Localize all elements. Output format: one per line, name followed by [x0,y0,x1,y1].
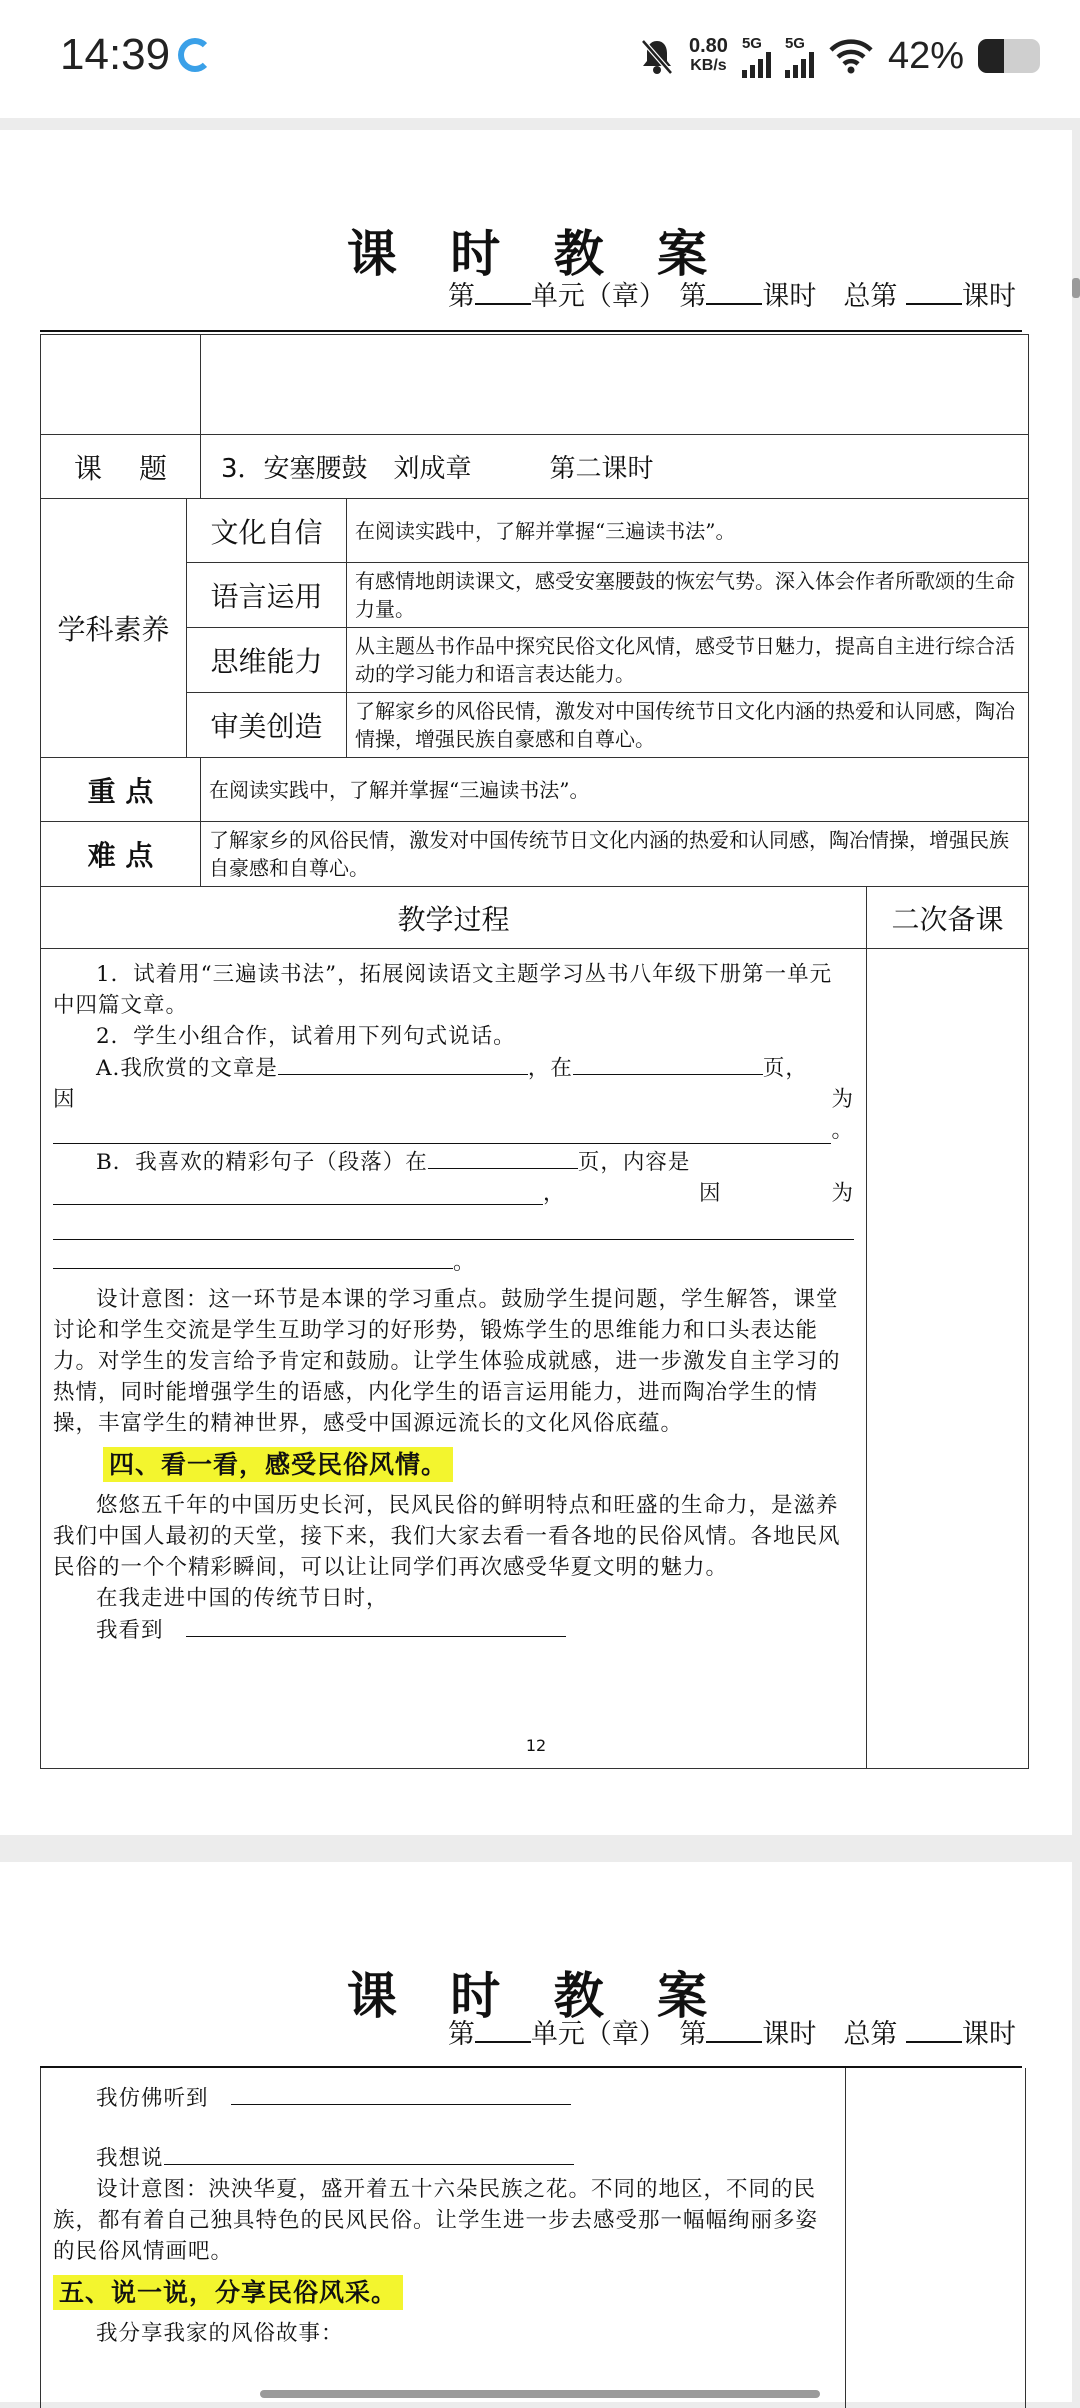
text: 。 [831,1118,854,1143]
sub-text: 总第 [843,2019,898,2050]
sub-text: 课时 [962,2019,1016,2050]
signal-sim2 [785,35,814,78]
line [53,1240,854,1278]
key-point-label: 重 点 [41,758,201,822]
lesson-counter-line [448,2012,1016,2051]
sentence-b [53,1146,854,1178]
total-blank[interactable] [906,279,962,305]
text: 我看到 [96,1618,164,1643]
text: 因 [53,1087,76,1112]
competency-text: 在阅读实践中，了解并掌握“三遍读书法”。 [347,499,1029,563]
gesture-nav-bar[interactable] [260,2390,820,2398]
competency-row [41,628,1029,693]
sub-text: 第 [447,281,475,312]
topic-label: 课 题 [41,435,201,499]
status-indicators [639,26,1040,86]
process-header: 教学过程 [41,887,867,949]
sub-text: 第 [447,2019,475,2050]
unit-blank[interactable] [475,279,531,305]
backup-column [845,2068,846,2408]
text: B．我喜欢的精彩句子（段落）在 [96,1150,428,1175]
status-bar [0,0,1080,118]
sub-text: 单元（章） [530,2019,653,2050]
line [53,1115,854,1146]
sub-text: 课时 [962,281,1016,312]
speed-unit: KB/s [690,57,727,74]
document-page-2 [0,1862,1072,2402]
text: ，在 [527,1056,573,1081]
competency-name: 语言运用 [187,563,347,628]
line [53,1084,854,1115]
blank-cell [41,335,201,435]
text: A.我欣赏的文章是 [96,1056,278,1081]
step-2: 2．学生小组合作，试着用下列句式说话。 [96,1024,516,1049]
fill-blank[interactable] [186,1614,566,1637]
competency-name: 文化自信 [187,499,347,563]
difficulty-label: 难 点 [41,822,201,887]
sentence-a [53,1052,854,1084]
header-rule [40,330,1022,332]
process-content [41,949,867,1769]
signal-sim1 [742,35,771,78]
page2-table [40,2068,1026,2408]
battery-icon [978,39,1040,73]
topic-row [41,435,1029,499]
lesson-blank[interactable] [706,2017,762,2043]
key-point-text: 在阅读实践中，了解并掌握“三遍读书法”。 [201,758,1029,822]
competency-label: 学科素养 [41,499,187,758]
signal-bars-icon [785,52,814,78]
difficulty-row [41,822,1029,887]
battery-percent: 42% [887,34,964,77]
difficulty-text: 了解家乡的风俗民情，激发对中国传统节日文化内涵的热爱和认同感，陶冶情操，增强民族自豪感和自尊心。 [201,822,1029,887]
fill-blank[interactable] [278,1052,528,1075]
backup-header: 二次备课 [867,887,1029,949]
lesson-plan-table [40,334,1029,1769]
page-title: 课 时 教 案 [346,224,726,283]
competency-row [41,563,1029,628]
speed-value: 0.80 [689,35,728,57]
text: 因 [698,1181,722,1206]
design-intent: 设计意图：这一环节是本课的学习重点。鼓励学生提问题，学生解答，课堂讨论和学生交流是学生互助学习的好形势，锻炼学生的思维能力和口头表达能力。对学生的发言给予肯定和鼓励。让学生体验成就感，进一步激发自主学习的热情，同时能增强学生的语感，内化学生的语言运用能力，进而陶冶学生的情操，丰富学生的精神世界，感受中国源远流长的文化风俗底蕴。 [53,1287,841,1436]
blank-row [41,335,1029,435]
design-intent: 设计意图：泱泱华夏，盛开着五十六朵民族之花。不同的地区，不同的民族，都有着自己独具特色的民风民俗。让学生进一步去感受那一幅幅绚丽多姿的民俗风情画吧。 [53,2177,819,2264]
sub-text: 课时 [762,2019,817,2050]
competency-row [41,693,1029,758]
lesson-blank[interactable] [706,279,762,305]
sub-text: 第 [679,281,707,312]
fill-blank[interactable] [428,1146,578,1169]
battery-fill [978,39,1004,73]
topic-value: 3．安塞腰鼓 刘成章 第二课时 [201,435,1029,499]
fill-blank[interactable] [164,2142,574,2165]
fill-blank[interactable] [53,1178,543,1205]
signal-bars-icon [742,52,771,78]
fill-line[interactable] [53,1209,854,1240]
fill-blank[interactable] [53,1240,453,1269]
hear-line [53,2082,833,2114]
competency-row [41,499,1029,563]
share-line: 我分享我家的风俗故事： [96,2321,344,2346]
section-4-heading: 四、看一看，感受民俗风情。 [103,1447,453,1482]
backup-cell [867,949,1029,1769]
competency-text: 从主题丛书作品中探究民俗文化风情，感受节日魅力，提高自主进行综合活动的学习能力和语言表达能力。 [347,628,1029,693]
lesson-counter-line [448,274,1016,313]
walk-line: 在我走进中国的传统节日时， [96,1586,389,1611]
process-header-row [41,887,1029,949]
text: 为 [831,1087,854,1112]
blank-cell [201,335,1029,435]
process-content-row [41,949,1029,1769]
wifi-icon [828,38,874,74]
competency-text: 有感情地朗读课文，感受安塞腰鼓的恢宏气势。深入体会作者所歌颂的生命力量。 [347,563,1029,628]
sim1-label: 5G [741,34,762,52]
section-4-paragraph: 悠悠五千年的中国历史长河，民风民俗的鲜明特点和旺盛的生命力，是滋养我们中国人最初的天堂，接下来，我们大家去看一看各地的民俗风情。各地民风民俗的一个个精彩瞬间，可以让让同学们再次感受华夏文明的魅力。 [53,1493,841,1580]
status-time: 14:39 [60,30,171,79]
text: 我想说 [96,2146,164,2171]
unit-blank[interactable] [475,2017,531,2043]
document-page-1 [0,130,1072,1835]
sub-text: 第 [679,2019,707,2050]
fill-blank[interactable] [53,1115,831,1144]
network-speed [689,36,728,76]
text: 页，内容是 [577,1150,691,1175]
page-title: 课 时 教 案 [346,1966,726,2025]
text: ， [543,1181,566,1206]
step-1: 1．试着用“三遍读书法”，拓展阅读语文主题学习丛书八年级下册第一单元中四篇文章。 [53,962,833,1018]
app-notification-icon [178,38,212,72]
see-line [53,1614,854,1646]
text: 为 [831,1181,854,1206]
competency-text: 了解家乡的风俗民情，激发对中国传统节日文化内涵的热爱和认同感，陶冶情操，增强民族自豪感和自尊心。 [347,693,1029,758]
competency-name: 思维能力 [187,628,347,693]
key-point-row [41,758,1029,822]
fill-blank[interactable] [231,2082,571,2105]
section-5-heading: 五、说一说，分享民俗风采。 [53,2275,403,2310]
line [53,1178,854,1209]
text: 页， [762,1056,808,1081]
sim2-label: 5G [784,34,805,52]
text: 。 [453,1250,476,1275]
competency-name: 审美创造 [187,693,347,758]
mute-bell-icon [639,37,675,75]
page-number: 12 [525,1736,547,1755]
sub-text: 单元（章） [530,281,653,312]
sub-text: 课时 [762,281,817,312]
think-line [53,2142,833,2174]
sub-text: 总第 [843,281,898,312]
text: 我仿佛听到 [96,2086,209,2111]
process-content [53,2082,833,2349]
fill-blank[interactable] [573,1052,763,1075]
total-blank[interactable] [906,2017,962,2043]
scrollbar-thumb[interactable] [1072,278,1080,298]
